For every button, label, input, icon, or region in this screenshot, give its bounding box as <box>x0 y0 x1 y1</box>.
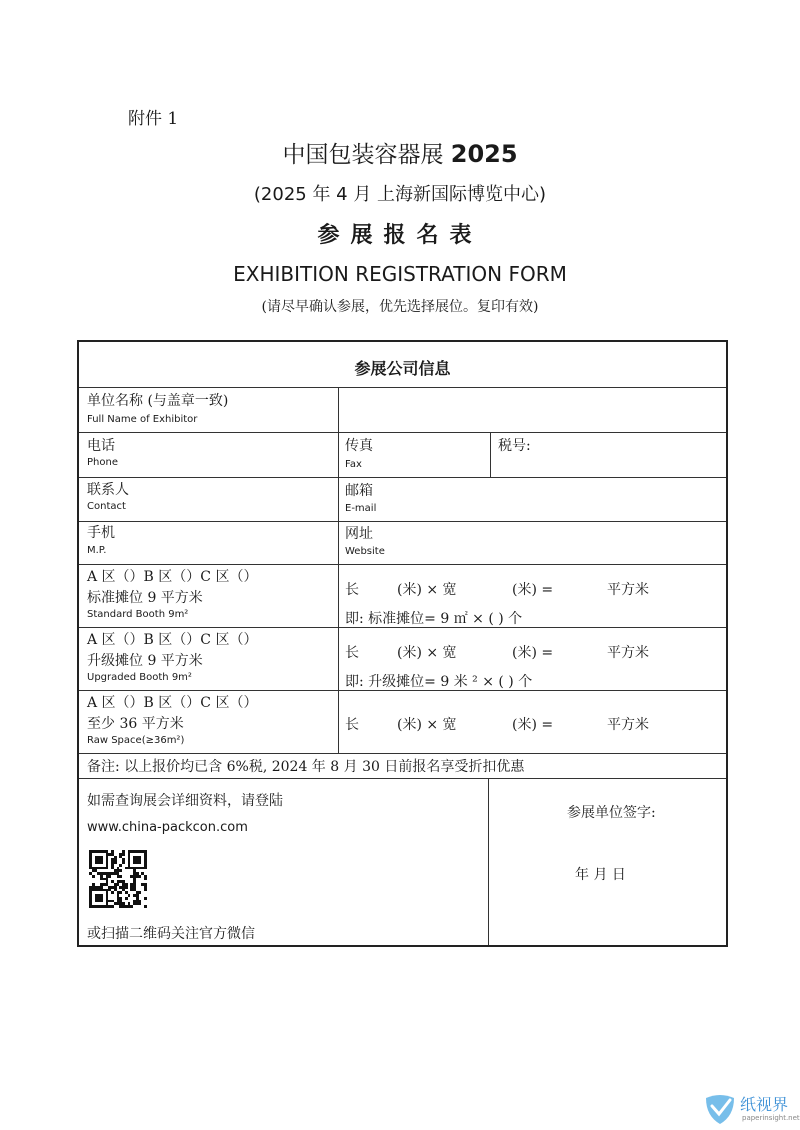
exhibition-subtitle: (2025 年 4 月 上海新国际博览中心) <box>253 184 547 205</box>
booth-name: 标准摊位 9 平方米 <box>87 590 203 606</box>
email-label-en: E-mail <box>345 503 377 514</box>
tax-id-label: 税号: <box>498 438 531 454</box>
fax-label-en: Fax <box>345 459 362 470</box>
mobile-label: 手机 <box>87 525 115 541</box>
section-title: 参展公司信息 <box>354 359 451 378</box>
booth-formula: 即: 标准摊位= 9 ㎡ × ( ) 个 <box>345 611 523 627</box>
website-link[interactable]: www.china-packcon.com <box>87 820 248 835</box>
row-divider <box>79 521 726 522</box>
form-note: (请尽早确认参展，优先选择展位。复印有效) <box>261 299 539 315</box>
email-label: 邮箱 <box>345 483 373 499</box>
exhibitor-name-field[interactable] <box>341 389 724 431</box>
title-year: 2025 <box>450 140 518 168</box>
phone-label: 电话 <box>87 438 115 454</box>
brand-shield-icon <box>700 1088 740 1128</box>
phone-label-en: Phone <box>87 457 118 468</box>
booth-dim-equals: (米) = <box>512 582 554 598</box>
row-divider <box>79 564 726 565</box>
booth-dim-width: (米) × 宽 <box>397 717 457 733</box>
watermark-brand: 纸视界 <box>740 1095 789 1114</box>
booth-zones: A 区（）B 区（）C 区（） <box>87 632 258 648</box>
booth-zones: A 区（）B 区（）C 区（） <box>87 569 258 585</box>
exhibitor-label: 单位名称 (与盖章一致) <box>87 393 229 409</box>
form-title-en: EXHIBITION REGISTRATION FORM <box>233 262 567 286</box>
fax-label: 传真 <box>345 438 373 454</box>
column-divider <box>490 432 491 477</box>
date-label: 年 月 日 <box>575 867 626 883</box>
booth-dim-length: 长 <box>345 717 359 733</box>
booth-name-en: Standard Booth 9m² <box>87 609 189 620</box>
watermark-url: paperinsight.net <box>742 1114 800 1122</box>
exhibitor-label-en: Full Name of Exhibitor <box>87 414 198 425</box>
mobile-label-en: M.P. <box>87 545 107 556</box>
row-divider <box>79 753 726 754</box>
row-divider <box>79 477 726 478</box>
row-divider <box>79 387 726 388</box>
booth-name-en: Raw Space(≥36m²) <box>87 735 185 746</box>
booth-dim-equals: (米) = <box>512 645 554 661</box>
booth-dim-unit: 平方米 <box>607 717 649 733</box>
booth-dim-unit: 平方米 <box>607 645 649 661</box>
booth-name: 升级摊位 9 平方米 <box>87 653 203 669</box>
column-divider <box>488 778 489 945</box>
contact-label: 联系人 <box>87 482 129 498</box>
registration-form <box>77 340 728 947</box>
booth-dim-unit: 平方米 <box>607 582 649 598</box>
row-divider <box>79 432 726 433</box>
booth-name-en: Upgraded Booth 9m² <box>87 672 192 683</box>
booth-dim-equals: (米) = <box>512 717 554 733</box>
watermark-logo <box>700 1088 800 1128</box>
remark-text: 备注: 以上报价均已含 6%税, 2024 年 8 月 30 日前报名享受折扣优惠 <box>87 759 525 775</box>
row-divider <box>79 778 726 779</box>
booth-dim-length: 长 <box>345 582 359 598</box>
column-divider <box>338 387 339 753</box>
contact-label-en: Contact <box>87 501 126 512</box>
signature-label: 参展单位签字: <box>567 805 656 821</box>
wechat-qr-code <box>89 850 147 908</box>
website-label: 网址 <box>345 526 373 542</box>
website-label-en: Website <box>345 546 385 557</box>
qr-note: 或扫描二维码关注官方微信 <box>87 926 255 942</box>
booth-name: 至少 36 平方米 <box>87 716 184 732</box>
info-text: 如需查询展会详细资料，请登陆 <box>87 793 283 809</box>
booth-dim-length: 长 <box>345 645 359 661</box>
booth-dim-width: (米) × 宽 <box>397 582 457 598</box>
booth-zones: A 区（）B 区（）C 区（） <box>87 695 258 711</box>
form-title-cn: 参展报名表 <box>317 222 483 248</box>
title-cn: 中国包装容器展 <box>282 142 444 168</box>
booth-formula: 即: 升级摊位= 9 米 ² × ( ) 个 <box>345 674 533 690</box>
attachment-label: 附件 1 <box>128 109 179 129</box>
booth-dim-width: (米) × 宽 <box>397 645 457 661</box>
exhibition-title <box>0 136 800 169</box>
